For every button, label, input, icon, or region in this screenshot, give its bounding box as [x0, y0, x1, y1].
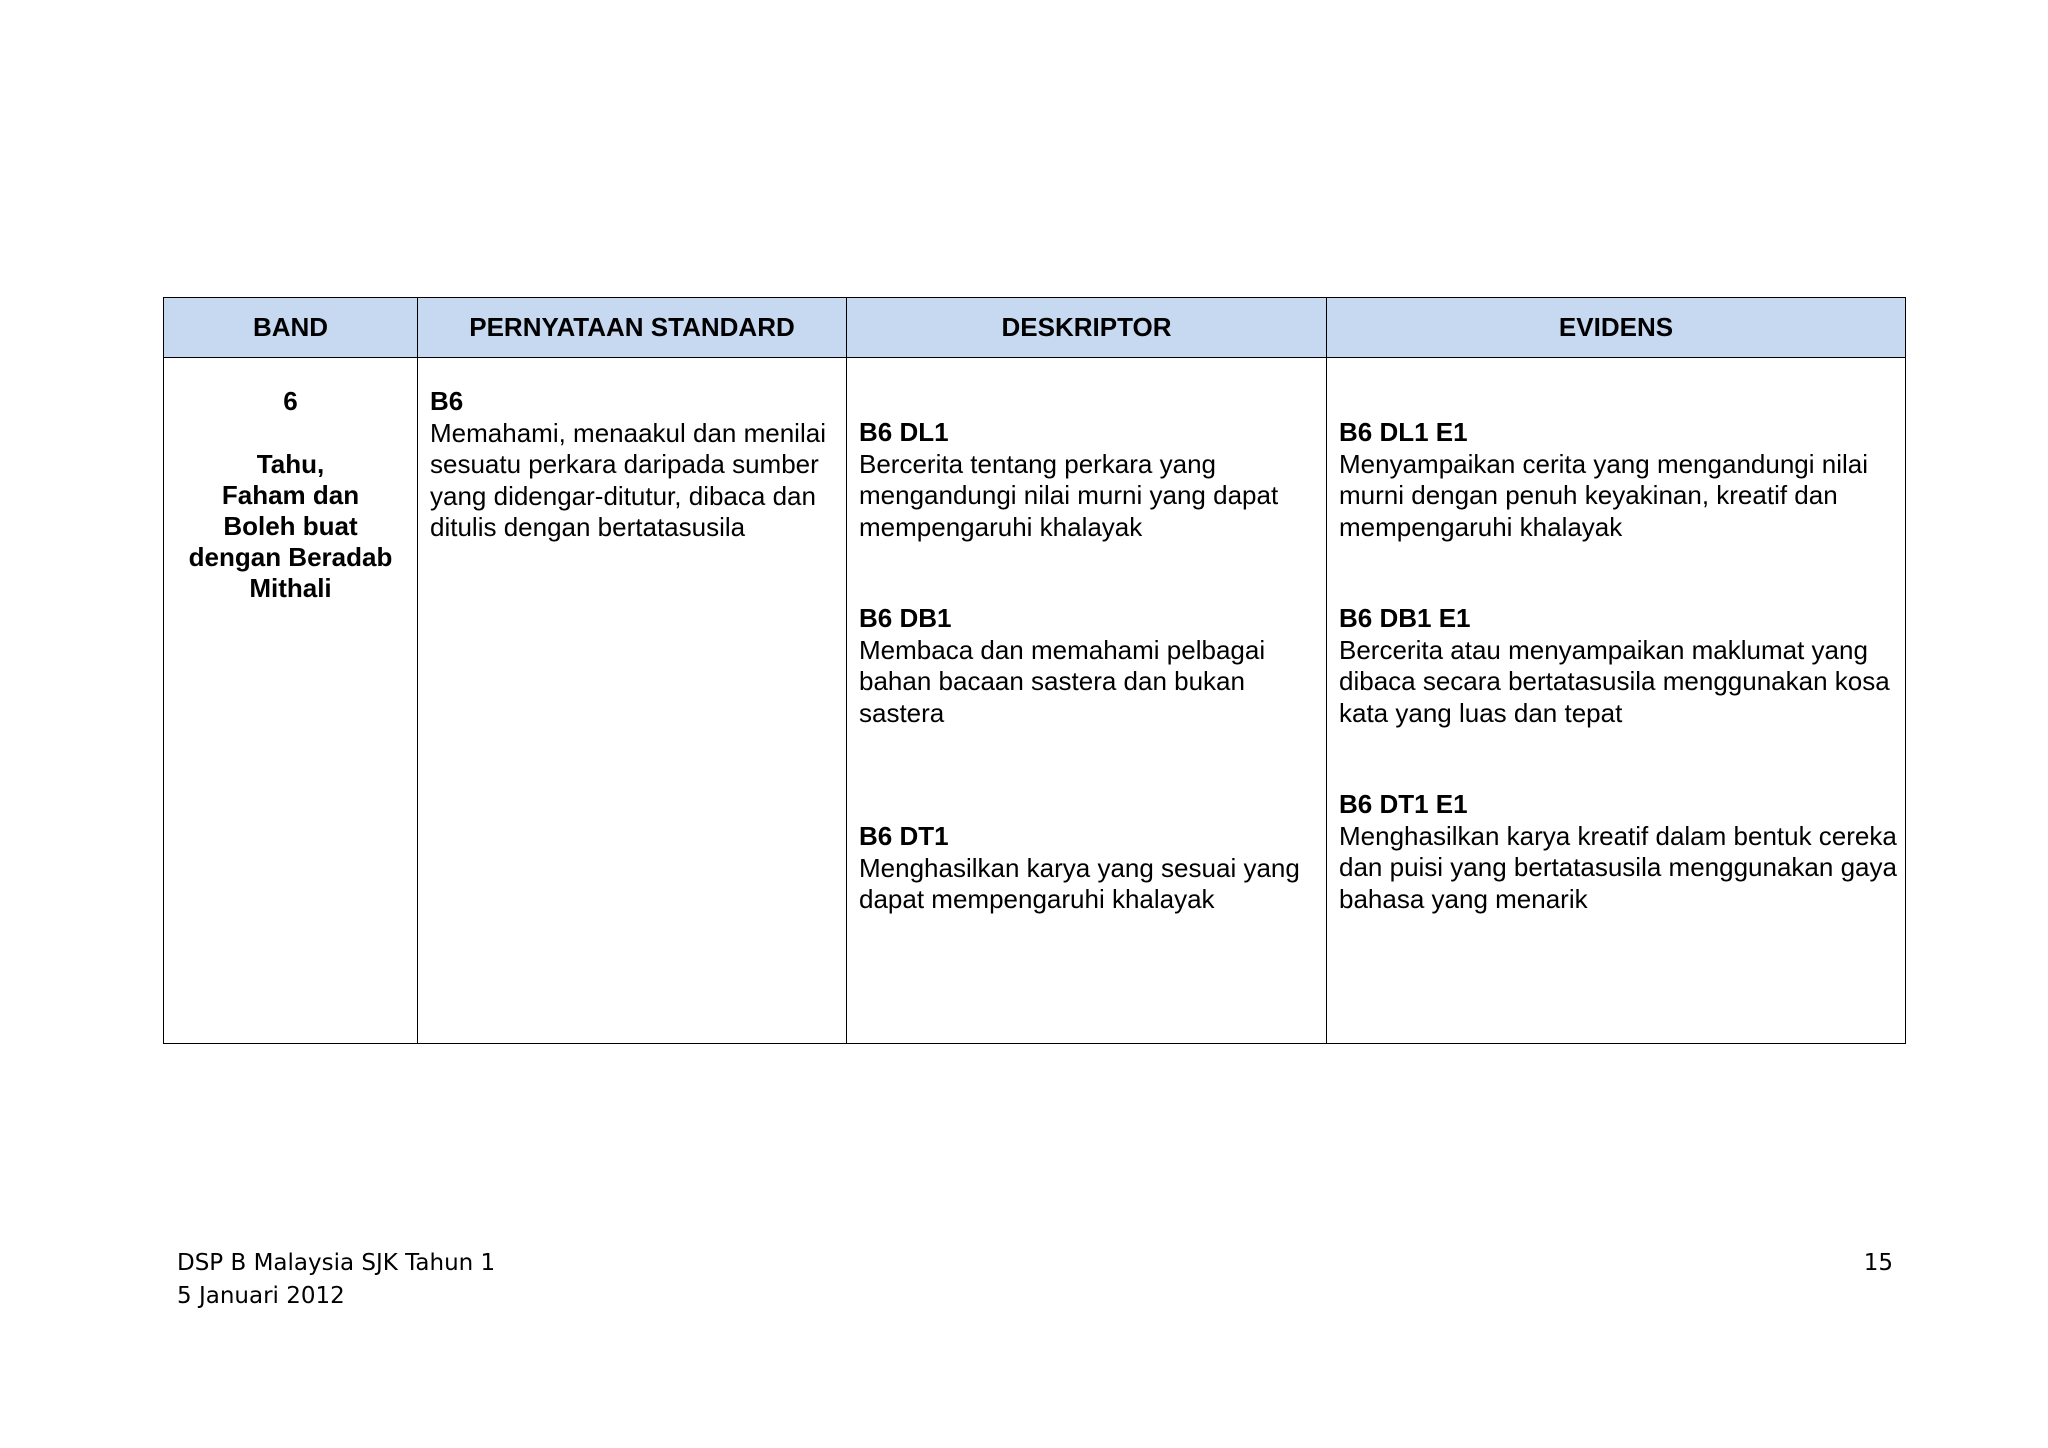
deskriptor-text: Bercerita tentang perkara yang mengandungi nilai murni yang dapat mempengaruhi khalayak: [859, 448, 1279, 542]
evidens-code: B6 DB1 E1: [1339, 603, 1471, 633]
evidens-code: B6 DT1 E1: [1339, 789, 1468, 819]
deskriptor-code: B6 DT1: [859, 821, 949, 851]
evidens-code: B6 DL1 E1: [1339, 417, 1468, 447]
standard-text: Memahami, menaakul dan menilai sesuatu perkara daripada sumber yang didengar-ditutur, dibaca dan ditulis dengan bertatasusila: [430, 417, 826, 542]
band-cell: [164, 358, 418, 1044]
band-table: [163, 297, 1906, 1044]
evidens-text: Menghasilkan karya kreatif dalam bentuk cereka dan puisi yang bertatasusila menggunakan gaya bahasa yang menarik: [1339, 820, 1897, 914]
footer-date: 5 Januari 2012: [177, 1283, 345, 1309]
deskriptor-cell: [847, 358, 1327, 1044]
evidens-cell: [1327, 358, 1906, 1044]
evidens-entry-db1: [1339, 603, 1897, 729]
table-row: [164, 358, 1906, 1044]
footer-left: [177, 1247, 495, 1313]
band-label-line: dengan Beradab: [188, 542, 393, 572]
evidens-entry-dl1: [1339, 417, 1897, 543]
deskriptor-entry-dt1: [859, 821, 1318, 916]
table-header-row: [164, 298, 1906, 358]
footer-doc-title: DSP B Malaysia SJK Tahun 1: [177, 1250, 496, 1276]
deskriptor-code: B6 DB1: [859, 603, 952, 633]
band-label: [174, 449, 407, 604]
band-label-line: Tahu,: [256, 449, 325, 479]
header-pernyataan-standard: PERNYATAAN STANDARD: [418, 298, 847, 358]
standard-cell: [418, 358, 847, 1044]
deskriptor-text: Menghasilkan karya yang sesuai yang dapat mempengaruhi khalayak: [859, 852, 1300, 914]
band-number: 6: [283, 386, 298, 416]
deskriptor-code: B6 DL1: [859, 417, 949, 447]
header-band: BAND: [164, 298, 418, 358]
evidens-text: Menyampaikan cerita yang mengandungi nilai murni dengan penuh keyakinan, kreatif dan mempengaruhi khalayak: [1339, 448, 1868, 542]
header-evidens: EVIDENS: [1327, 298, 1906, 358]
deskriptor-entry-dl1: [859, 417, 1318, 543]
evidens-text: Bercerita atau menyampaikan maklumat yang dibaca secara bertatasusila menggunakan kosa kata yang luas dan tepat: [1339, 634, 1890, 728]
band-label-line: Faham dan: [221, 480, 360, 510]
standard-code: B6: [430, 386, 464, 416]
band-label-line: Boleh buat: [223, 511, 358, 541]
table-body: [164, 358, 1906, 1044]
deskriptor-entry-db1: [859, 603, 1318, 729]
page-number: 15: [1863, 1250, 1893, 1276]
table-header: [164, 298, 1906, 358]
standard-block: [430, 386, 838, 544]
band-label-line: Mithali: [249, 573, 332, 603]
evidens-entry-dt1: [1339, 789, 1897, 915]
deskriptor-text: Membaca dan memahami pelbagai bahan bacaan sastera dan bukan sastera: [859, 634, 1266, 728]
header-deskriptor: DESKRIPTOR: [847, 298, 1327, 358]
